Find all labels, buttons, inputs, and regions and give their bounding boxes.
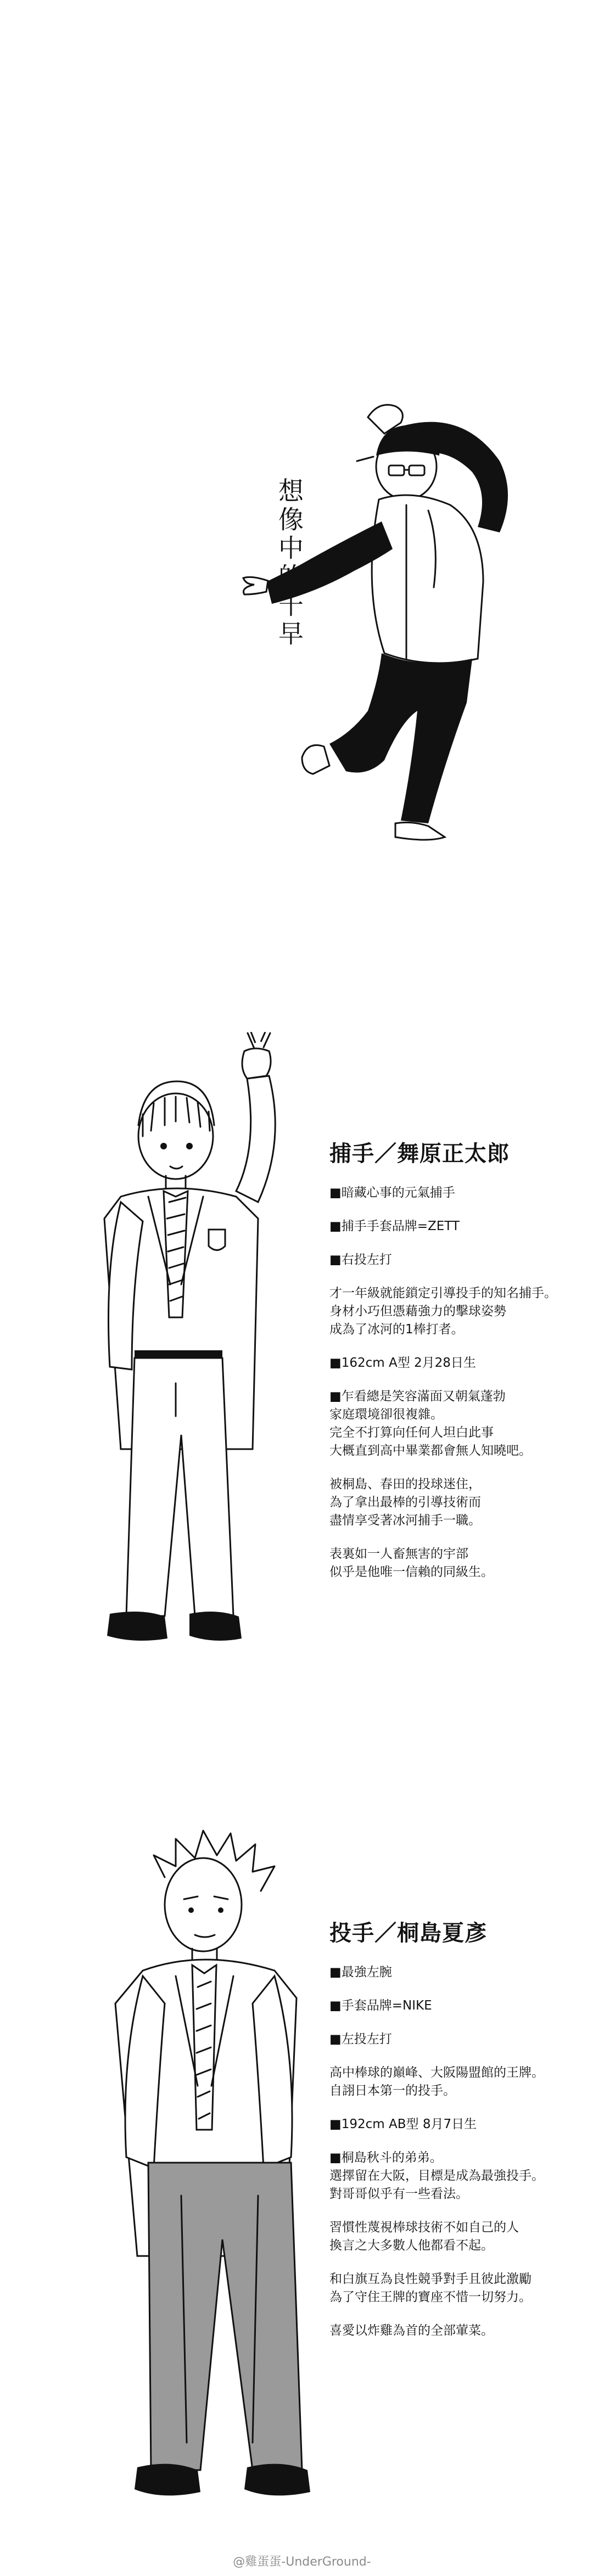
pitcher-profile-line: 習慣性蔑視棒球技術不如自己的人 [329,2220,519,2235]
catcher-profile-line: 似乎是他唯一信賴的同級生。 [329,1565,494,1579]
catcher-profile-line: ■右投左打 [329,1253,392,1267]
paragraph-gap [329,2306,544,2322]
pitcher-profile-line: 換言之大多數人他都看不起。 [329,2238,494,2253]
paragraph-gap [329,2015,544,2030]
catcher-profile-line: 完全不打算向任何人坦白此事 [329,1426,494,1440]
pitcher-profile-body [329,1963,544,2340]
catcher-name-title: 捕手／舞原正太郎 [329,1141,510,1166]
catcher-profile-line: ■乍看總是笑容滿面又朝氣蓬勃 [329,1389,506,1404]
catcher-profile-line: 表裏如一人畜無害的宇部 [329,1547,468,1561]
jumping-character-illustration [242,395,538,845]
paragraph-gap [329,2049,544,2064]
pitcher-profile-section [0,1811,604,2525]
pitcher-profile-line: ■最強左腕 [329,1965,392,1979]
pitcher-profile-line: 喜愛以炸雞為首的全部葷菜。 [329,2324,494,2338]
pitcher-profile-line: ■桐島秋斗的弟弟。 [329,2151,443,2165]
paragraph-gap [329,2100,544,2115]
paragraph-gap [329,1236,557,1251]
catcher-profile-line: 大概直到高中畢業都會無人知曉吧。 [329,1444,532,1458]
pitcher-profile-line: 選擇留在大阪，目標是成為最強投手。 [329,2169,544,2183]
paragraph-gap [329,1982,544,1997]
catcher-profile-section [0,1032,604,1702]
paragraph-gap [329,2255,544,2270]
catcher-profile-line: 成為了冰河的1棒打者。 [329,1322,464,1337]
pitcher-profile-line: 為了守住王牌的寶座不惜一切努力。 [329,2290,532,2304]
pitcher-profile-line: 對哥哥似乎有一些看法。 [329,2187,468,2201]
catcher-profile-line: 盡情享受著冰河捕手一職。 [329,1513,481,1528]
pitcher-profile-line: ■192cm AB型 8月7日生 [329,2117,477,2131]
catcher-profile-line: 為了拿出最棒的引導技術而 [329,1495,481,1509]
pitcher-profile-line: 高中棒球的巔峰、大阪陽盟館的王牌。 [329,2066,544,2080]
catcher-profile-line: 身材小巧但憑藉強力的擊球姿勢 [329,1304,506,1318]
catcher-profile-body [329,1184,557,1581]
catcher-profile-line: ■捕手手套品牌=ZETT [329,1219,460,1233]
paragraph-gap [329,1339,557,1354]
paragraph-gap [329,1269,557,1284]
paragraph-gap [329,2134,544,2149]
paragraph-gap [329,1372,557,1388]
pitcher-name-title: 投手／桐島夏彥 [329,1921,487,1946]
pitcher-profile-line: 和白旗互為良性競爭對手且彼此激勵 [329,2272,532,2286]
catcher-profile-line: 才一年級就能鎖定引導投手的知名捕手。 [329,1286,557,1300]
catcher-illustration [38,1032,313,1674]
pitcher-profile-text [329,1916,544,2340]
pitcher-profile-line: 自詡日本第一的投手。 [329,2084,456,2098]
catcher-profile-line: 家庭環境卻很複雜。 [329,1407,443,1422]
catcher-profile-text [329,1136,557,1581]
catcher-profile-line: ■162cm A型 2月28日生 [329,1356,476,1370]
imagined-chihaya-panel [0,0,604,933]
pitcher-illustration [82,1811,357,2508]
catcher-profile-line: ■暗藏心事的元氣捕手 [329,1186,455,1200]
paragraph-gap [329,1460,557,1475]
paragraph-gap [329,2203,544,2219]
catcher-profile-line: 被桐島、春田的投球迷住， [329,1477,481,1491]
paragraph-gap [329,1202,557,1217]
imagined-caption: 想像中的千早 [275,478,304,649]
paragraph-gap [329,1530,557,1545]
pitcher-profile-line: ■手套品牌=NIKE [329,1999,432,2013]
pitcher-profile-line: ■左投左打 [329,2032,392,2046]
watermark: @雞蛋蛋-UnderGround- [233,2555,371,2569]
